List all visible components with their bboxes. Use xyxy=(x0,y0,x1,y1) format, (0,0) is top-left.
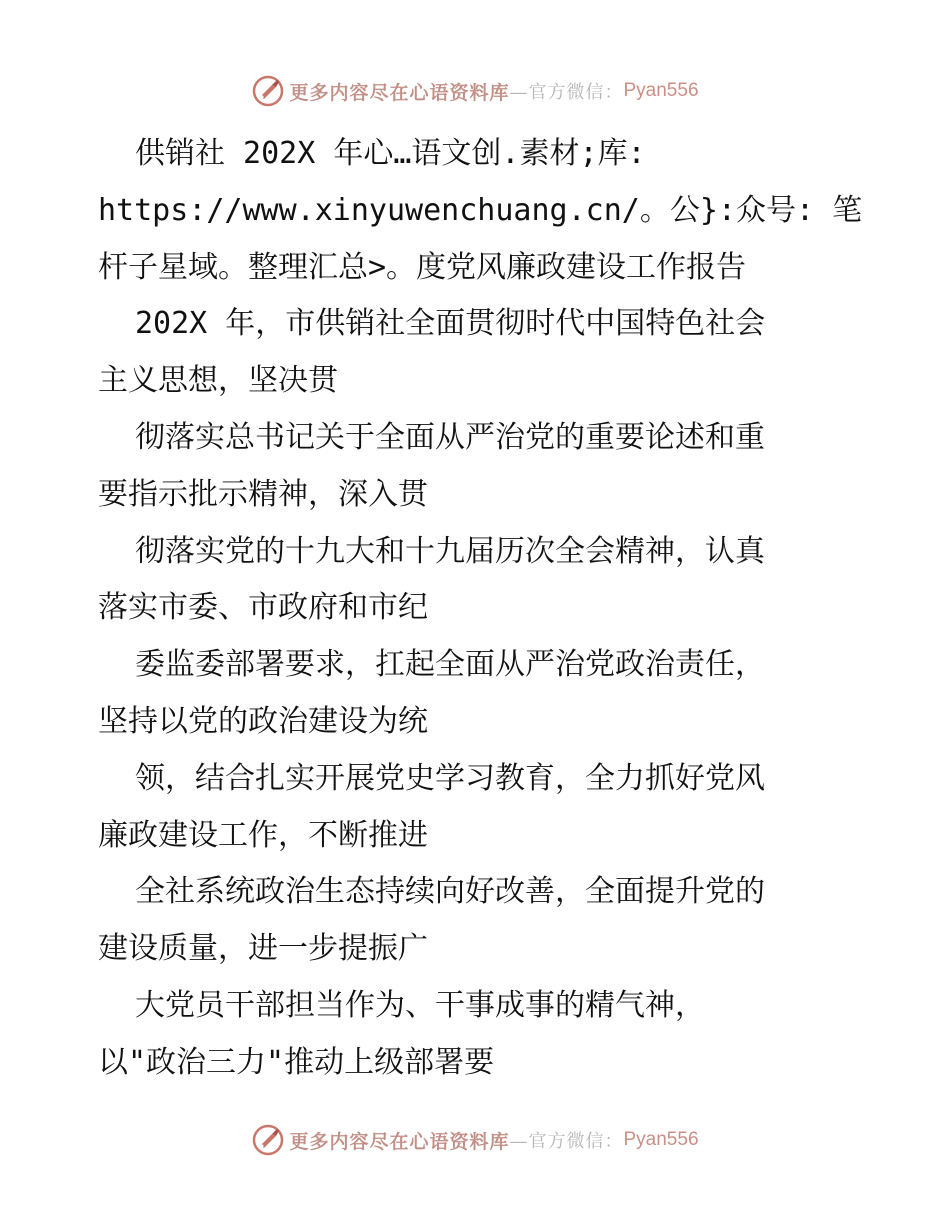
text-line: 彻落实总书记关于全面从严治党的重要论述和重 xyxy=(135,419,765,455)
watermark-main-text: 更多内容尽在心语资料库 xyxy=(289,1130,510,1153)
text-line: 供销社 202X 年心…语文创.素材;库: xyxy=(135,136,646,171)
watermark-sub-text: —官方微信： xyxy=(509,1131,624,1152)
text-line: 全社系统政治生态持续向好改善，全面提升党的 xyxy=(135,874,765,910)
watermark-id-text: Pyan556 xyxy=(623,80,699,101)
document-body xyxy=(98,126,863,1092)
text-line: 坚持以党的政治建设为统 xyxy=(98,703,428,739)
text-line: 领，结合扎实开展党史学习教育，全力抓好党风 xyxy=(135,760,765,796)
watermark-main-text: 更多内容尽在心语资料库 xyxy=(289,81,510,104)
text-line: https://www.xinyuwenchuang.cn/。公}:众号: 笔 xyxy=(98,192,863,228)
pen-logo-icon xyxy=(251,1123,285,1157)
text-line: 要指示批示精神，深入贯 xyxy=(98,476,428,512)
text-line: 杆子星域。整理汇总>。度党风廉政建设工作报告 xyxy=(98,249,747,285)
text-line: 廉政建设工作，不断推进 xyxy=(98,817,428,853)
text-line: 落实市委、市政府和市纪 xyxy=(98,590,428,626)
text-line: 202X 年，市供销社全面贯彻时代中国特色社会 xyxy=(135,306,766,342)
text-line: 委监委部署要求，扛起全面从严治党政治责任， xyxy=(135,647,765,683)
watermark-id-text: Pyan556 xyxy=(623,1129,699,1150)
pen-logo-icon xyxy=(251,74,285,108)
text-line: 以"政治三力"推动上级部署要 xyxy=(98,1044,495,1080)
watermark-sub-text: —官方微信： xyxy=(509,82,624,103)
watermark-header xyxy=(0,71,950,111)
text-line: 建设质量，进一步提振广 xyxy=(98,931,428,967)
text-line: 大党员干部担当作为、干事成事的精气神， xyxy=(135,987,705,1023)
watermark-footer xyxy=(0,1120,950,1160)
text-line: 主义思想，坚决贯 xyxy=(98,363,338,399)
text-line: 彻落实党的十九大和十九届历次全会精神，认真 xyxy=(135,533,765,569)
